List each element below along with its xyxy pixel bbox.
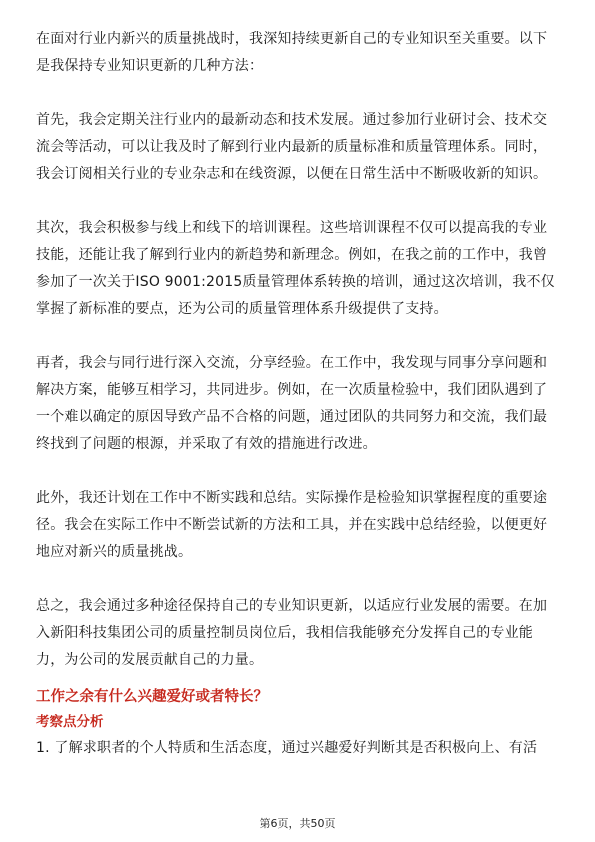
paragraph-gap [36, 188, 559, 215]
paragraph-third: 再者，我会与同行进行深入交流，分享经验。在工作中，我发现与同事分享问题和解决方案，能够互相学习，共同进步。例如，在一次质量检验中，我们团队遇到了一个难以确定的原因导致产品不合格的问题，通过团队的共同努力和交流，我们最终找到了问题的根源，并采取了有效的措施进行改进。 [36, 355, 548, 452]
paragraph-gap [36, 323, 559, 350]
paragraph-intro: 在面对行业内新兴的质量挑战时，我深知持续更新自己的专业知识至关重要。以下是我保持专业知识更新的几种方法： [36, 31, 548, 74]
paragraph-first: 首先，我会定期关注行业内的最新动态和技术发展。通过参加行业研讨会、技术交流会等活动，可以让我及时了解到行业内最新的质量标准和质量管理体系。同时，我会订阅相关行业的专业杂志和在线资源，以便在日常生活中不断吸收新的知识。 [36, 112, 548, 182]
question-title: 工作之余有什么兴趣爱好或者特长？ [36, 689, 268, 705]
paragraph-gap [36, 80, 559, 107]
paragraph-gap [36, 566, 559, 593]
paragraph-second: 其次，我会积极参与线上和线下的培训课程。这些培训课程不仅可以提高我的专业技能，还能让我了解到行业内的新趋势和新理念。例如，在我之前的工作中，我曾参加了一次关于ISO 9001:2015质量管理体系转换的培训，通过这次培训，我不仅掌握了新标准的要点，还为公司的质量管理体系升级提供了支持。 [36, 220, 555, 317]
section-gap [36, 674, 559, 684]
document-body [36, 26, 559, 761]
paragraph-conclusion: 总之，我会通过多种途径保持自己的专业知识更新，以适应行业发展的需要。在加入新阳科技集团公司的质量控制员岗位后，我相信我能够充分发挥自己的专业能力，为公司的发展贡献自己的力量。 [36, 598, 548, 668]
paragraph-gap [36, 458, 559, 485]
list-item: 1. 了解求职者的个人特质和生活态度，通过兴趣爱好判断其是否积极向上、有活 [36, 740, 538, 756]
paragraph-fourth: 此外，我还计划在工作中不断实践和总结。实际操作是检验知识掌握程度的重要途径。我会在实际工作中不断尝试新的方法和工具，并在实践中总结经验，以便更好地应对新兴的质量挑战。 [36, 490, 548, 560]
page-number: 第6页，共50页 [259, 817, 336, 830]
analysis-subheading: 考察点分析 [36, 714, 104, 730]
